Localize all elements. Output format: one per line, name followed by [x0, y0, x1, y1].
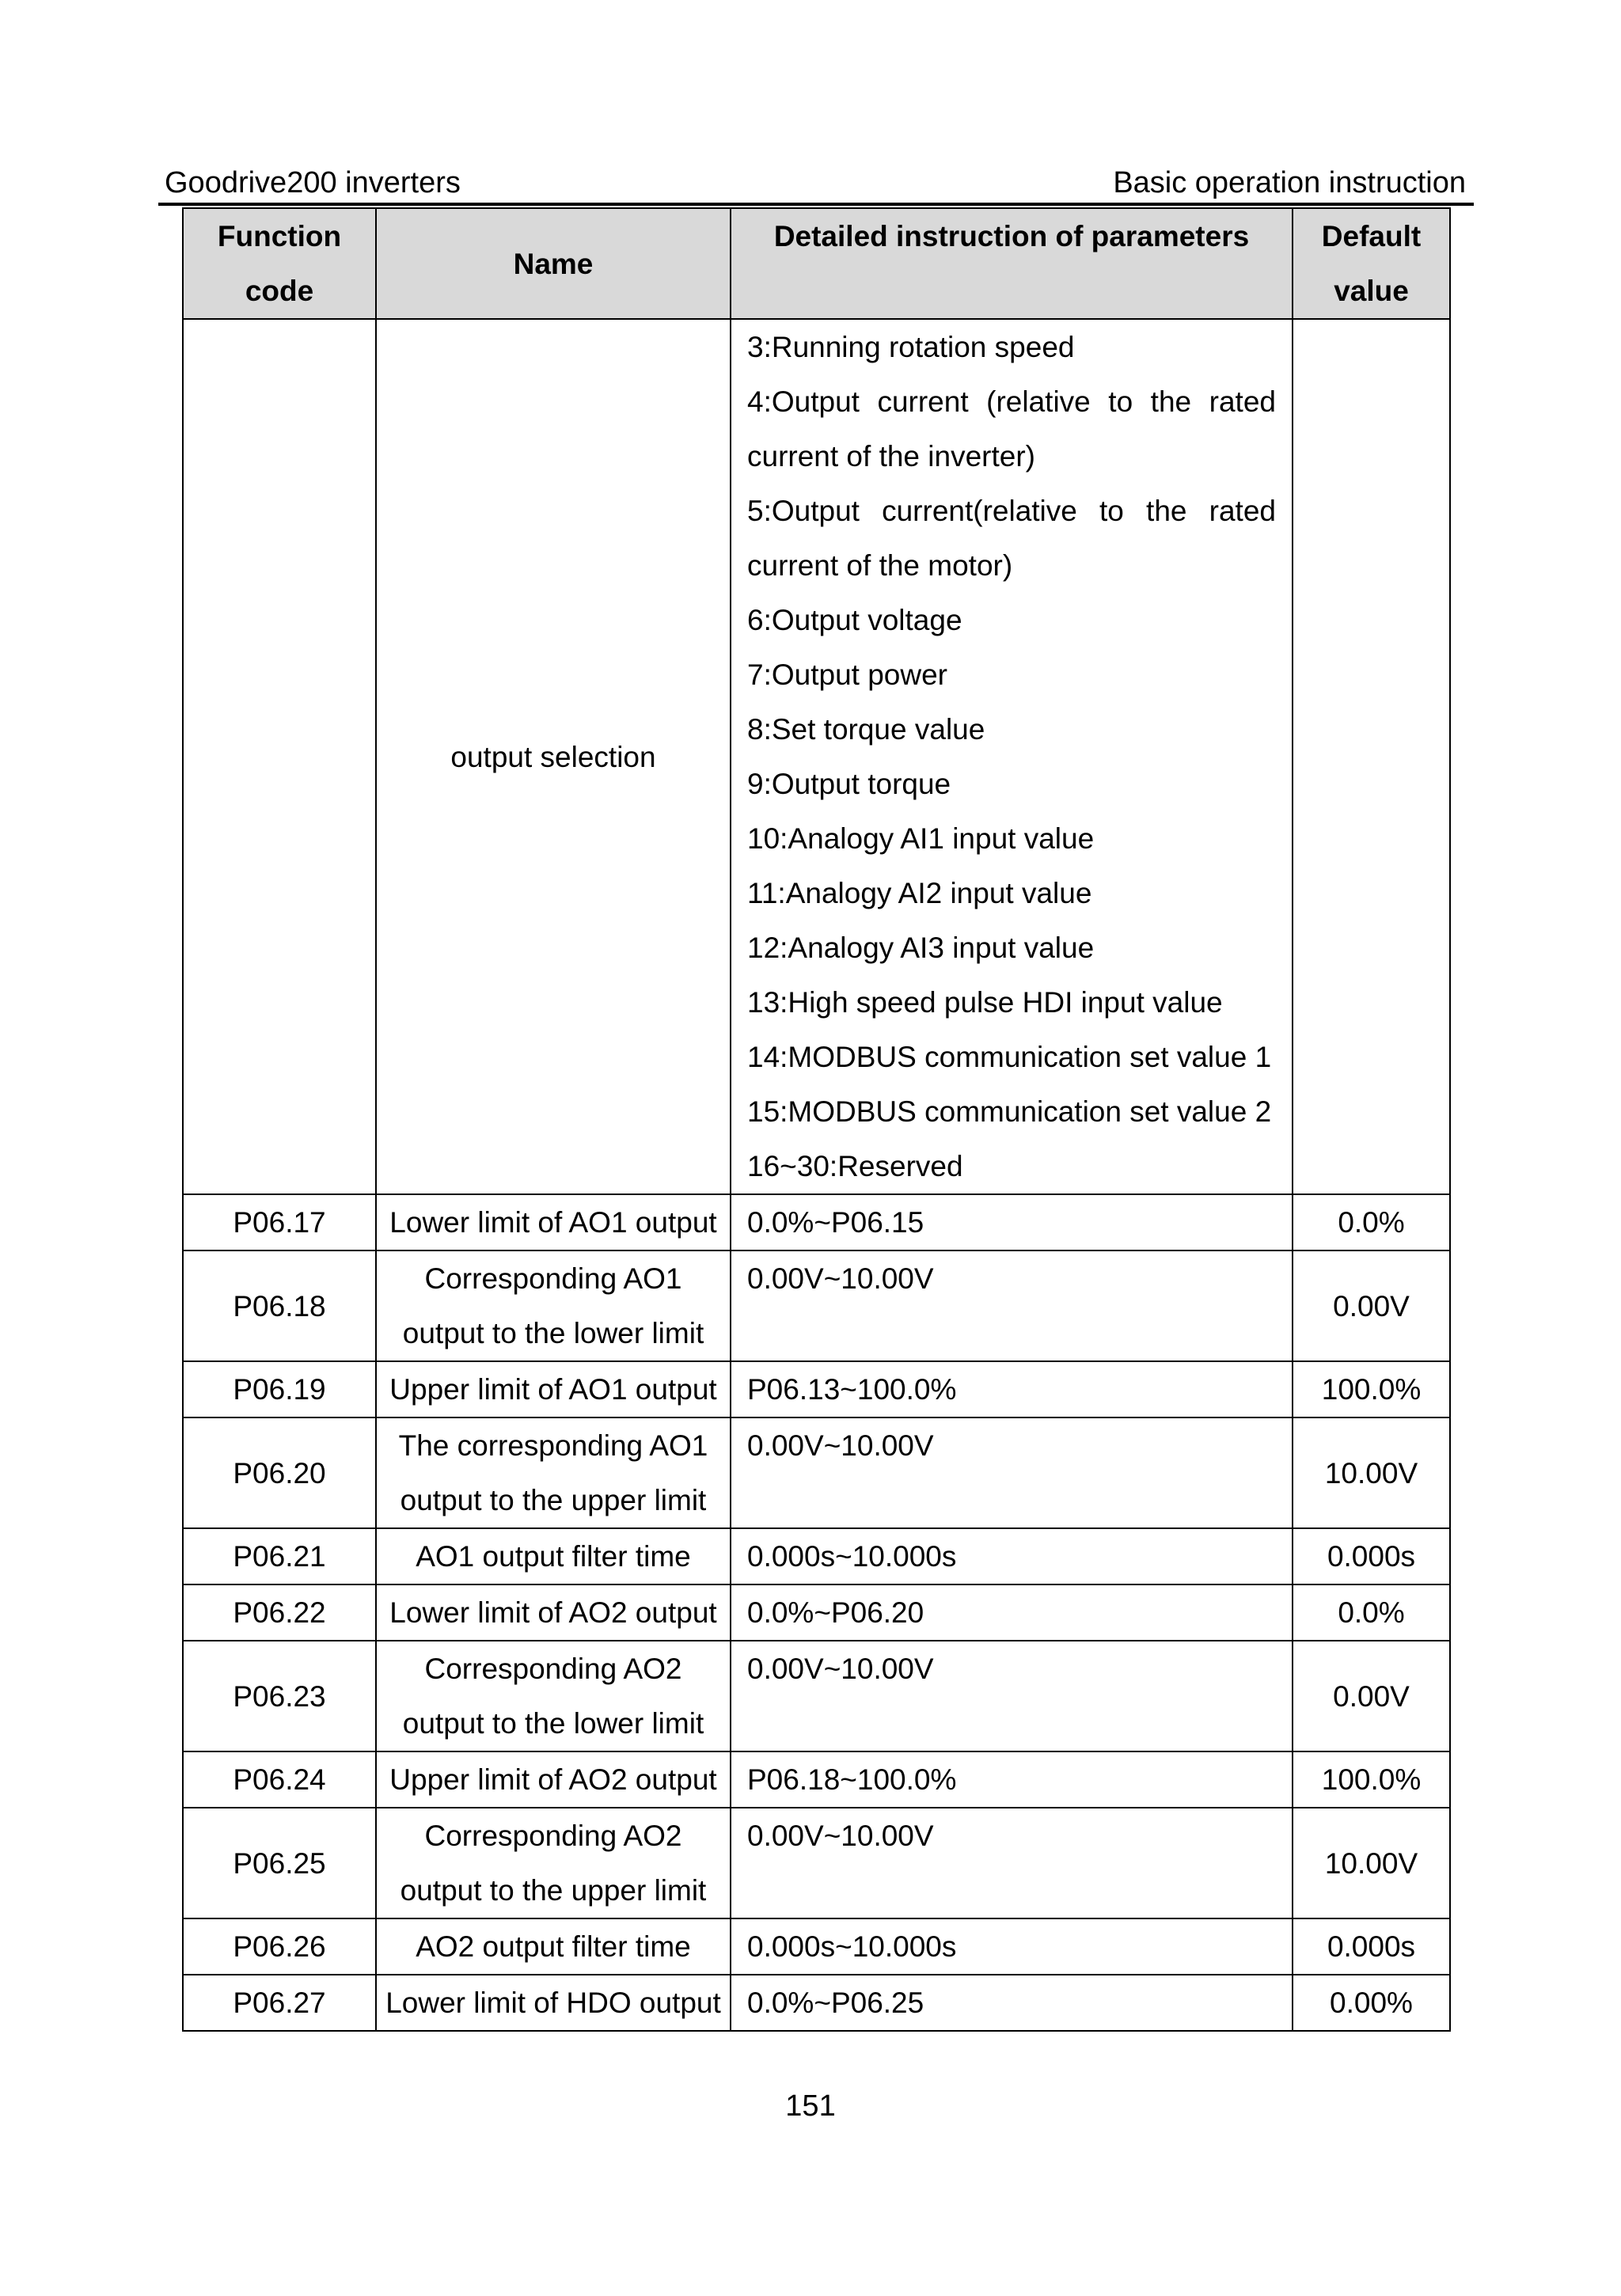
cell-name — [376, 1584, 731, 1641]
name-line: Corresponding AO1 — [424, 1262, 682, 1295]
cell-name — [376, 1808, 731, 1918]
name-line: output to the lower limit — [402, 1317, 704, 1349]
column-header-default-value: Default value — [1293, 208, 1450, 319]
option-line: 10:Analogy AI1 input value — [747, 822, 1095, 855]
cell-function-code: P06.26 — [183, 1918, 376, 1975]
cell-description: 0.00V~10.00V — [731, 1641, 1293, 1751]
option-line: 6:Output voltage — [747, 604, 962, 636]
cell-function-code: P06.19 — [183, 1361, 376, 1417]
table-row — [183, 1194, 1450, 1250]
option-line: 13:High speed pulse HDI input value — [747, 986, 1223, 1019]
header-product-title: Goodrive200 inverters — [165, 166, 461, 199]
option-line: 15:MODBUS communication set value 2 — [747, 1095, 1272, 1128]
parameter-table — [182, 207, 1451, 2032]
option-line: 12:Analogy AI3 input value — [747, 932, 1095, 964]
cell-function-code: P06.20 — [183, 1417, 376, 1528]
table-row — [183, 1808, 1450, 1918]
cell-function-code: P06.25 — [183, 1808, 376, 1918]
column-header-name: Name — [376, 208, 731, 319]
name-line: output to the upper limit — [400, 1484, 707, 1516]
cell-description: 0.0%~P06.15 — [731, 1194, 1293, 1250]
name-line: output to the lower limit — [402, 1707, 704, 1740]
option-line: current of the inverter) — [747, 440, 1035, 472]
table-row — [183, 1528, 1450, 1584]
table-header-row — [183, 208, 1450, 319]
cell-default-value: 0.0% — [1293, 1194, 1450, 1250]
cell-default-value: 0.000s — [1293, 1528, 1450, 1584]
name-line: AO1 output filter time — [416, 1540, 691, 1573]
cell-name — [376, 1975, 731, 2031]
cell-default-value: 0.00V — [1293, 1250, 1450, 1361]
column-header-description: Detailed instruction of parameters — [731, 208, 1293, 319]
cell-default-value: 10.00V — [1293, 1808, 1450, 1918]
cell-function-code: P06.24 — [183, 1751, 376, 1808]
cell-name — [376, 1751, 731, 1808]
option-line: 9:Output torque — [747, 768, 951, 800]
cell-description: 0.000s~10.000s — [731, 1918, 1293, 1975]
name-line: Corresponding AO2 — [424, 1820, 682, 1852]
name-line: Corresponding AO2 — [424, 1653, 682, 1685]
cell-function-code: P06.17 — [183, 1194, 376, 1250]
cell-name — [376, 1528, 731, 1584]
cell-default-value: 0.000s — [1293, 1918, 1450, 1975]
cell-default-value: 10.00V — [1293, 1417, 1450, 1528]
cell-function-code — [183, 319, 376, 1194]
table-row — [183, 1975, 1450, 2031]
name-line: Lower limit of AO2 output — [389, 1596, 717, 1629]
column-header-function-code: Function code — [183, 208, 376, 319]
table-row — [183, 1250, 1450, 1361]
option-line: 16~30:Reserved — [747, 1150, 963, 1182]
name-line: Lower limit of AO1 output — [389, 1206, 717, 1239]
cell-description: 0.00V~10.00V — [731, 1417, 1293, 1528]
cell-name — [376, 1641, 731, 1751]
table-row — [183, 1918, 1450, 1975]
option-line: 3:Running rotation speed — [747, 331, 1075, 363]
cell-default-value: 100.0% — [1293, 1751, 1450, 1808]
option-line: current of the motor) — [747, 549, 1013, 582]
cell-description: 0.0%~P06.25 — [731, 1975, 1293, 2031]
table-row-continuation — [183, 319, 1450, 1194]
name-line: output to the upper limit — [400, 1874, 707, 1907]
name-line: Upper limit of AO2 output — [389, 1763, 717, 1796]
table-row — [183, 1641, 1450, 1751]
cell-function-code: P06.21 — [183, 1528, 376, 1584]
cell-default-value: 0.00% — [1293, 1975, 1450, 2031]
table-row — [183, 1751, 1450, 1808]
option-line: 7:Output power — [747, 658, 947, 691]
cell-name — [376, 1250, 731, 1361]
cell-name — [376, 1918, 731, 1975]
name-line: Upper limit of AO1 output — [389, 1373, 717, 1406]
cell-description — [731, 319, 1293, 1194]
option-line: 14:MODBUS communication set value 1 — [747, 1041, 1272, 1073]
cell-description: 0.00V~10.00V — [731, 1808, 1293, 1918]
table-row — [183, 1584, 1450, 1641]
name-line: The corresponding AO1 — [398, 1429, 708, 1462]
option-line: 5:Output current(relative to the rated — [747, 495, 1276, 527]
cell-function-code: P06.27 — [183, 1975, 376, 2031]
cell-function-code: P06.22 — [183, 1584, 376, 1641]
cell-default-value — [1293, 319, 1450, 1194]
cell-default-value: 0.00V — [1293, 1641, 1450, 1751]
option-line: 4:Output current (relative to the rated — [747, 385, 1276, 418]
header-rule — [158, 203, 1474, 206]
cell-function-code: P06.18 — [183, 1250, 376, 1361]
cell-default-value: 100.0% — [1293, 1361, 1450, 1417]
table-row — [183, 1361, 1450, 1417]
page-header — [165, 163, 1466, 203]
cell-name — [376, 1417, 731, 1528]
cell-description: P06.18~100.0% — [731, 1751, 1293, 1808]
cell-description: 0.00V~10.00V — [731, 1250, 1293, 1361]
cell-description: 0.000s~10.000s — [731, 1528, 1293, 1584]
cell-name: output selection — [376, 319, 731, 1194]
cell-description: P06.13~100.0% — [731, 1361, 1293, 1417]
name-line: AO2 output filter time — [416, 1930, 691, 1963]
cell-name — [376, 1194, 731, 1250]
page-number: 151 — [785, 2089, 836, 2123]
option-line: 11:Analogy AI2 input value — [747, 877, 1092, 909]
cell-name — [376, 1361, 731, 1417]
cell-default-value: 0.0% — [1293, 1584, 1450, 1641]
option-line: 8:Set torque value — [747, 713, 985, 746]
cell-function-code: P06.23 — [183, 1641, 376, 1751]
cell-description: 0.0%~P06.20 — [731, 1584, 1293, 1641]
header-section-title: Basic operation instruction — [1113, 166, 1466, 199]
name-line: Lower limit of HDO output — [385, 1987, 721, 2019]
table-row — [183, 1417, 1450, 1528]
